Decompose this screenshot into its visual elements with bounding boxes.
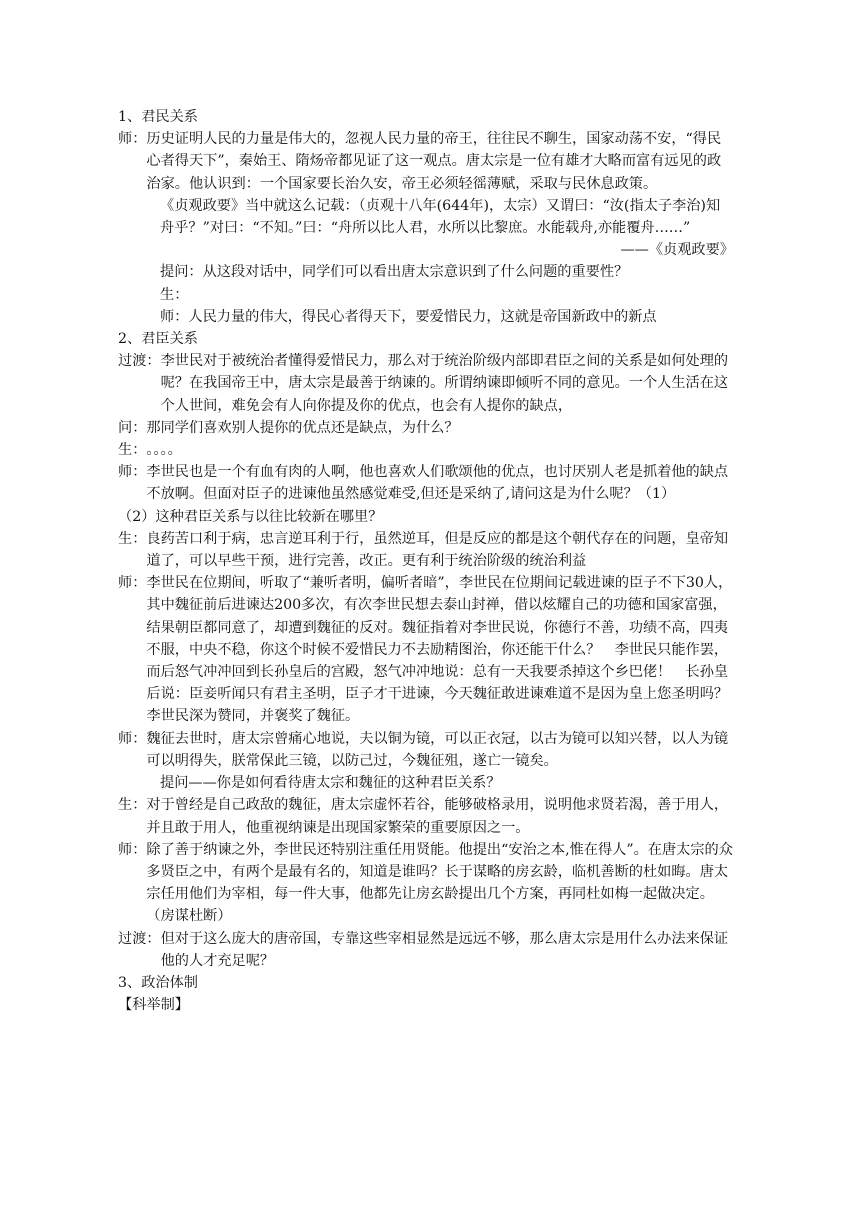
student-paragraph-1 <box>118 439 734 461</box>
paragraph-text: 魏征去世时，唐太宗曾痛心地说，夫以铜为镜，可以正衣冠，以古为镜可以知兴替，以人为镜可以明得失，朕常保此三镜，以防己过，今魏征殂，遂亡一镜矣。 <box>146 730 729 769</box>
speaker-label: 师： <box>118 730 147 747</box>
speaker-label: 过渡： <box>118 353 161 370</box>
student-paragraph-2 <box>118 528 734 572</box>
paragraph-text: 李世民对于被统治者懂得爱惜民力，那么对于统治阶级内部即君臣之间的关系是如何处理的呢？在我国帝王中，唐太宗是最善于纳谏的。所谓纳谏即倾听不同的意见。一个人生活在这个人世间，难免会有人向你提及你的优点，也会有人提你的缺点， <box>160 353 729 414</box>
transition-paragraph-1 <box>118 350 734 417</box>
paragraph-text: 良药苦口利于病，忠言逆耳利于行，虽然逆耳，但是反应的都是这个朝代存在的问题，皇帝知道了，可以早些干预，进行完善，改正。更有利于统治阶级的统治利益 <box>146 530 729 570</box>
teacher-paragraph-1 <box>118 128 734 195</box>
speaker-label: 过渡： <box>118 930 161 947</box>
question-line: 提问：从这段对话中，同学们可以看出唐太宗意识到了什么问题的重要性？ <box>160 264 629 281</box>
question-2-line: （2）这种君臣关系与以往比较新在哪里？ <box>118 508 383 525</box>
paragraph-text: 。。。。 <box>146 442 182 459</box>
speaker-label: 问： <box>118 419 147 436</box>
question-3-line: 提问——你是如何看待唐太宗和魏征的这种君臣关系？ <box>160 775 501 792</box>
speaker-label: 师： <box>118 575 147 592</box>
speaker-label: 生： <box>118 530 147 547</box>
speaker-label: 生： <box>118 797 147 814</box>
question-paragraph <box>118 417 734 439</box>
quote-source: ——《贞观政要》 <box>620 242 734 259</box>
paragraph-text: 对于曾经是自己政敌的魏征，唐太宗虚怀若谷，能够破格录用，说明他求贤若渴，善于用人，并且敢于用人，他重视纳谏是出现国家繁荣的重要原因之一。 <box>146 797 729 836</box>
paragraph-text: 李世民在位期间，听取了“兼听者明，偏听者暗”，李世民在位期间记载进谏的臣子不下30人，其中魏征前后进谏达200多次，有次李世民想去泰山封禅，借以炫耀自己的功德和国家富强，结果朝臣都同意了，却遭到魏征的反对。魏征指着对李世民说，你德行不善，功绩不高，四夷不服，中央不稳，你这个时候不爱惜民力不去励精图治，你还能干什么？ 李世民只能作罢，而后怒气冲冲回到长孙皇后的宫殿，怒气冲冲地说：总有一天我要杀掉这个乡巴佬！ 长孙皇后说：臣妾听闻只有君主圣明，臣子才干进谏，今天魏征敢进谏难道不是因为皇上您圣明吗？ 李世民深为赞同，并褒奖了魏征。 <box>146 575 743 725</box>
teacher-paragraph-5 <box>118 839 734 928</box>
subsection-title: 【科举制】 <box>118 997 189 1014</box>
speaker-label: 师： <box>118 464 147 481</box>
transition-paragraph-2 <box>118 928 734 972</box>
speaker-label: 生： <box>118 442 147 459</box>
student-paragraph-3 <box>118 794 734 838</box>
speaker-label: 师： <box>118 841 147 858</box>
paragraph-text: 但对于这么庞大的唐帝国，专靠这些宰相显然是远远不够，那么唐太宗是用什么办法来保证他的人才充足呢？ <box>160 930 729 969</box>
paragraph-text: 历史证明人民的力量是伟大的，忽视人民力量的帝王，往往民不聊生，国家动荡不安，“得民心者得天下”，秦始王、隋炀帝都见证了这一观点。唐太宗是一位有雄才大略而富有远见的政治家。他认识到：一个国家要长治久安，帝王必须轻徭薄赋，采取与民休息政策。 <box>146 131 722 192</box>
teacher-paragraph-3 <box>118 572 743 727</box>
student-line: 生： <box>160 286 189 303</box>
paragraph-text: 除了善于纳谏之外，李世民还特别注重任用贤能。他提出“安治之本,惟在得人”。在唐太宗的众多贤臣之中，有两个是最有名的，知道是谁吗？长于谋略的房玄龄，临机善断的杜如晦。唐太宗任用他们为宰相，每一件大事，他都先让房玄龄提出几个方案，再同杜如梅一起做决定。（房谋杜断） <box>146 841 733 925</box>
quote-paragraph: 《贞观政要》当中就这么记载：（贞观十八年(644年)，太宗）又谓曰：“汝(指太子李治)知舟乎？”对曰：“不知。”曰：“舟所以比人君，水所以比黎庶。水能载舟,亦能覆舟……” <box>160 197 721 237</box>
section-title-2: 2、君臣关系 <box>118 331 198 348</box>
teacher-paragraph-2 <box>118 461 734 505</box>
paragraph-text: 那同学们喜欢别人提你的优点还是缺点，为什么？ <box>146 419 459 436</box>
speaker-label: 师： <box>118 131 147 148</box>
section-title-1: 1、君民关系 <box>118 109 198 125</box>
section-title-3: 3、政治体制 <box>118 974 198 991</box>
teacher-line: 师：人民力量的伟大，得民心者得天下，要爱惜民力，这就是帝国新政中的新点 <box>160 308 657 325</box>
teacher-paragraph-4 <box>118 728 734 772</box>
lesson-text <box>118 106 743 1016</box>
paragraph-text: 李世民也是一个有血有肉的人啊，他也喜欢人们歌颂他的优点，也讨厌别人老是抓着他的缺点不放啊。但面对臣子的进谏他虽然感觉难受,但还是采纳了,请问这是为什么呢？（1） <box>146 464 729 503</box>
